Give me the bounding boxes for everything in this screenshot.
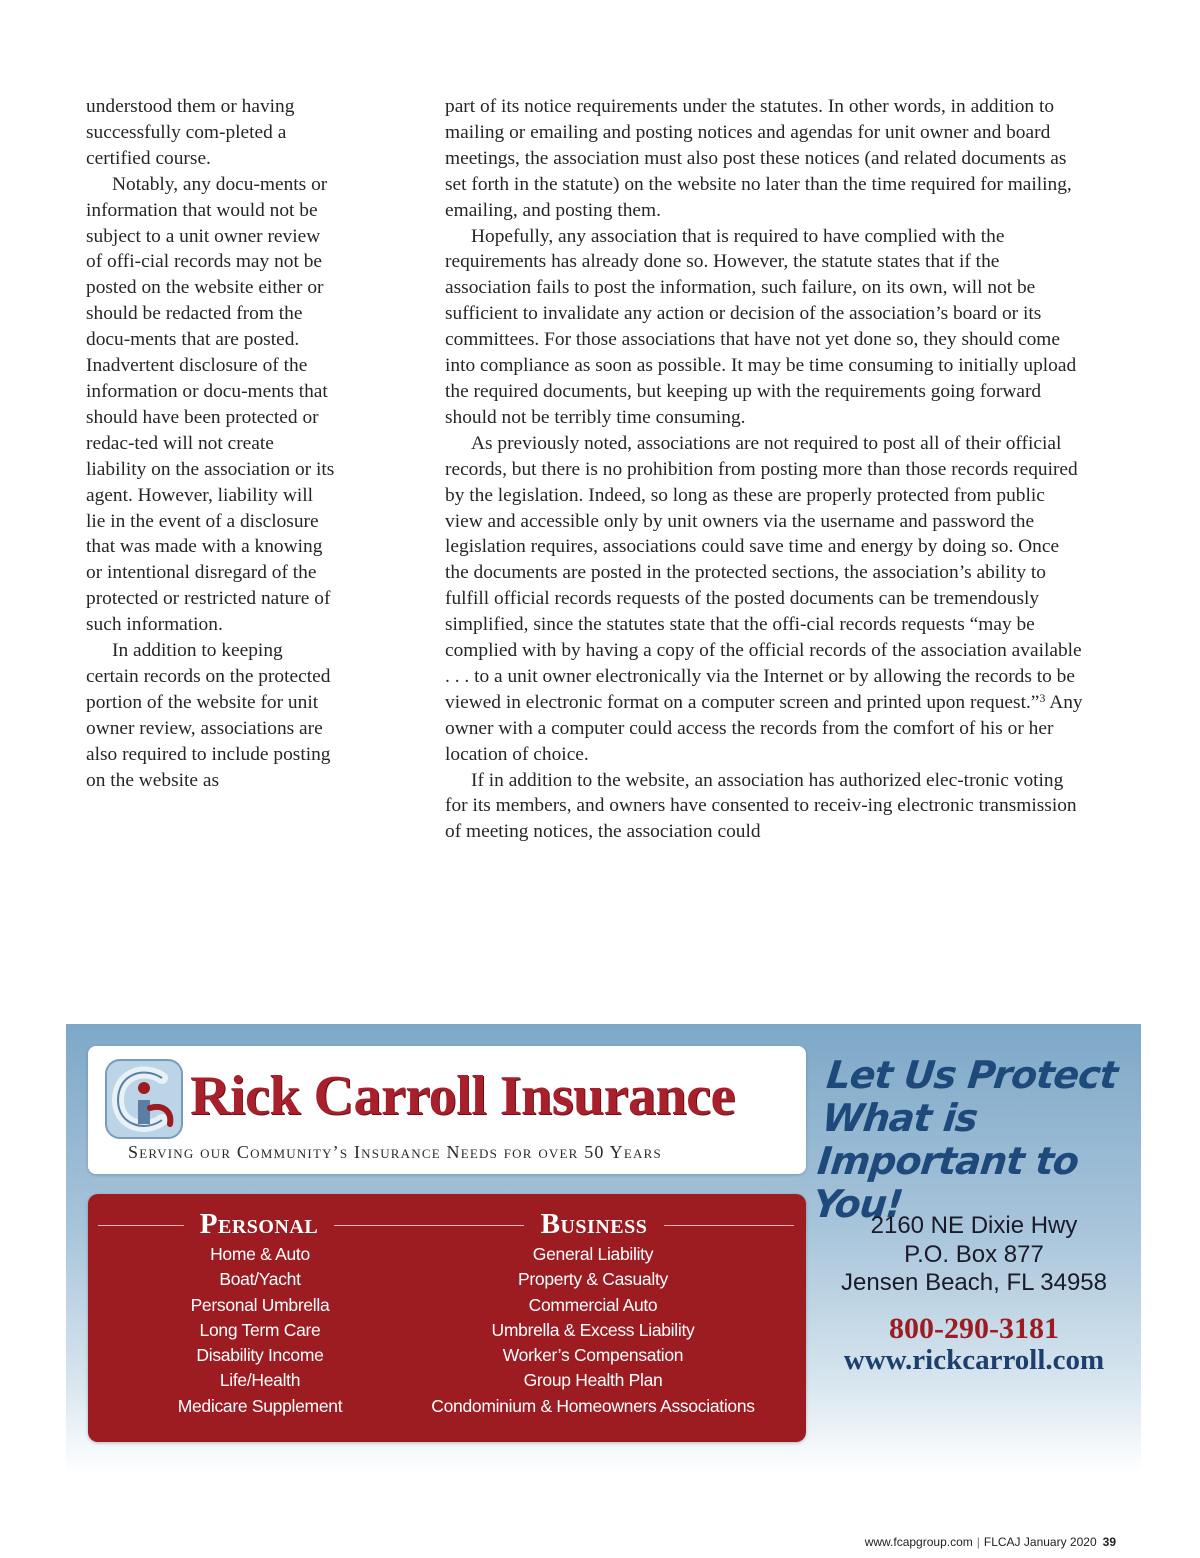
divider [98, 1225, 184, 1226]
divider [334, 1225, 524, 1226]
ad-slogan: Let Us Protect What is Important to You! [810, 1053, 1120, 1226]
footer-publication: FLCAJ [983, 1535, 1021, 1549]
business-coverage-list [408, 1242, 778, 1419]
address-line: P.O. Box 877 [904, 1240, 1044, 1268]
paragraph: understood them or having successfully com-pleted a certified course. [86, 96, 295, 169]
page-footer [865, 1535, 1116, 1549]
ad-logo-banner [88, 1046, 806, 1174]
paragraph: Hopefully, any association that is required to have complied with the requirements has already done so. However, the statute states that if the association fails to post the information, such failure, on its own, will not be sufficient to invalidate any action or decision of the association’s board or its committees. For those associations that have not yet done so, they should come into compliance as soon as possible. It may be time consuming to initially upload the required documents, but keeping up with the requirements going forward should not be terribly time consuming. [445, 225, 1077, 428]
website-url: www.rickcarroll.com [843, 1343, 1105, 1376]
list-item: Group Health Plan [523, 1370, 663, 1391]
list-item: Condominium & Homeowners Associations [431, 1395, 755, 1416]
address-line: Jensen Beach, FL 34958 [841, 1269, 1107, 1296]
list-item: General Liability [532, 1244, 654, 1264]
list-item: Life/Health [219, 1370, 301, 1391]
paragraph: If in addition to the website, an association has authorized elec-tronic voting for its members, and owners have consented to receiv-ing electronic transmission of meeting notices, the association could [445, 769, 1077, 843]
paragraph: In addition to keeping certain records on the protected portion of the website for unit owner review, associations are also required to include posting on the website as [86, 640, 331, 791]
coverage-panel [88, 1194, 806, 1442]
brand-name: Rick Carroll Insurance [190, 1065, 735, 1127]
list-item: Worker’s Compensation [502, 1345, 684, 1366]
article-right-column [445, 94, 1085, 845]
business-heading: Business [540, 1208, 648, 1240]
list-item: Long Term Care [199, 1319, 321, 1340]
footer-issue: January 2020 [1023, 1535, 1097, 1549]
list-item: Umbrella & Excess Liability [491, 1319, 695, 1340]
footnote-marker: 3 [1039, 690, 1046, 705]
brand-tagline: Serving our Community’s Insurance Needs for over 50 Years [128, 1142, 662, 1162]
personal-coverage-list [148, 1242, 372, 1419]
footer-site: www.fcapgroup.com [864, 1535, 973, 1549]
divider [664, 1225, 794, 1226]
address-line: 2160 NE Dixie Hwy [870, 1212, 1078, 1239]
paragraph [445, 431, 1085, 768]
paragraph-text: As previously noted, associations are not required to post all of their official records, but there is no prohibition from posting more than those records required by the legislation. Indeed, so long as these are properly protected from public view and accessible only by unit owners via the username and password the legislation requires, associations could save time and energy by doing so. Once the documents are posted in the protected sections, the association’s ability to fulfill official records requests of the posted documents can be tremendously simplified, since the statutes state that the offi-cial records requests “may be complied with by having a copy of the official records of the association available . . . to a unit owner electronically via the Internet or by allowing the records to be viewed in electronic format on a computer screen and printed upon request.” [445, 432, 1082, 713]
list-item: Medicare Supplement [177, 1395, 343, 1416]
list-item: Disability Income [196, 1345, 324, 1366]
list-item: Home & Auto [210, 1244, 310, 1264]
list-item: Property & Casualty [518, 1269, 668, 1290]
article-left-column [86, 94, 336, 793]
rc-monogram-icon [104, 1058, 184, 1140]
paragraph-text: Any owner with a computer could access the records from the comfort of his or her location of choice. [445, 691, 1083, 765]
list-item: Boat/Yacht [219, 1269, 301, 1290]
personal-heading: Personal [199, 1208, 319, 1240]
insurance-advertisement [66, 1024, 1141, 1474]
list-item: Personal Umbrella [190, 1294, 330, 1315]
footer-separator: | [976, 1535, 980, 1549]
contact-block [818, 1212, 1130, 1376]
list-item: Commercial Auto [528, 1294, 658, 1315]
paragraph: part of its notice requirements under the statutes. In other words, in addition to mailing or emailing and posting notices and agendas for unit owner and board meetings, the association must also post these notices (and related documents as set forth in the statute) on the website no later than the time required for mailing, emailing, and posting them. [445, 96, 1072, 221]
paragraph: Notably, any docu-ments or information that would not be subject to a unit owner review of offi-cial records may not be posted on the website either or should be redacted from the docu-ments that are posted. Inadvertent disclosure of the information or docu-ments that should have been protected or redac-ted will not create liability on the association or its agent. However, liability will lie in the event of a disclosure that was made with a knowing or intentional disregard of the protected or restricted nature of such information. [86, 173, 335, 636]
phone-number: 800-290-3181 [889, 1311, 1059, 1345]
page-number: 39 [1102, 1535, 1116, 1549]
